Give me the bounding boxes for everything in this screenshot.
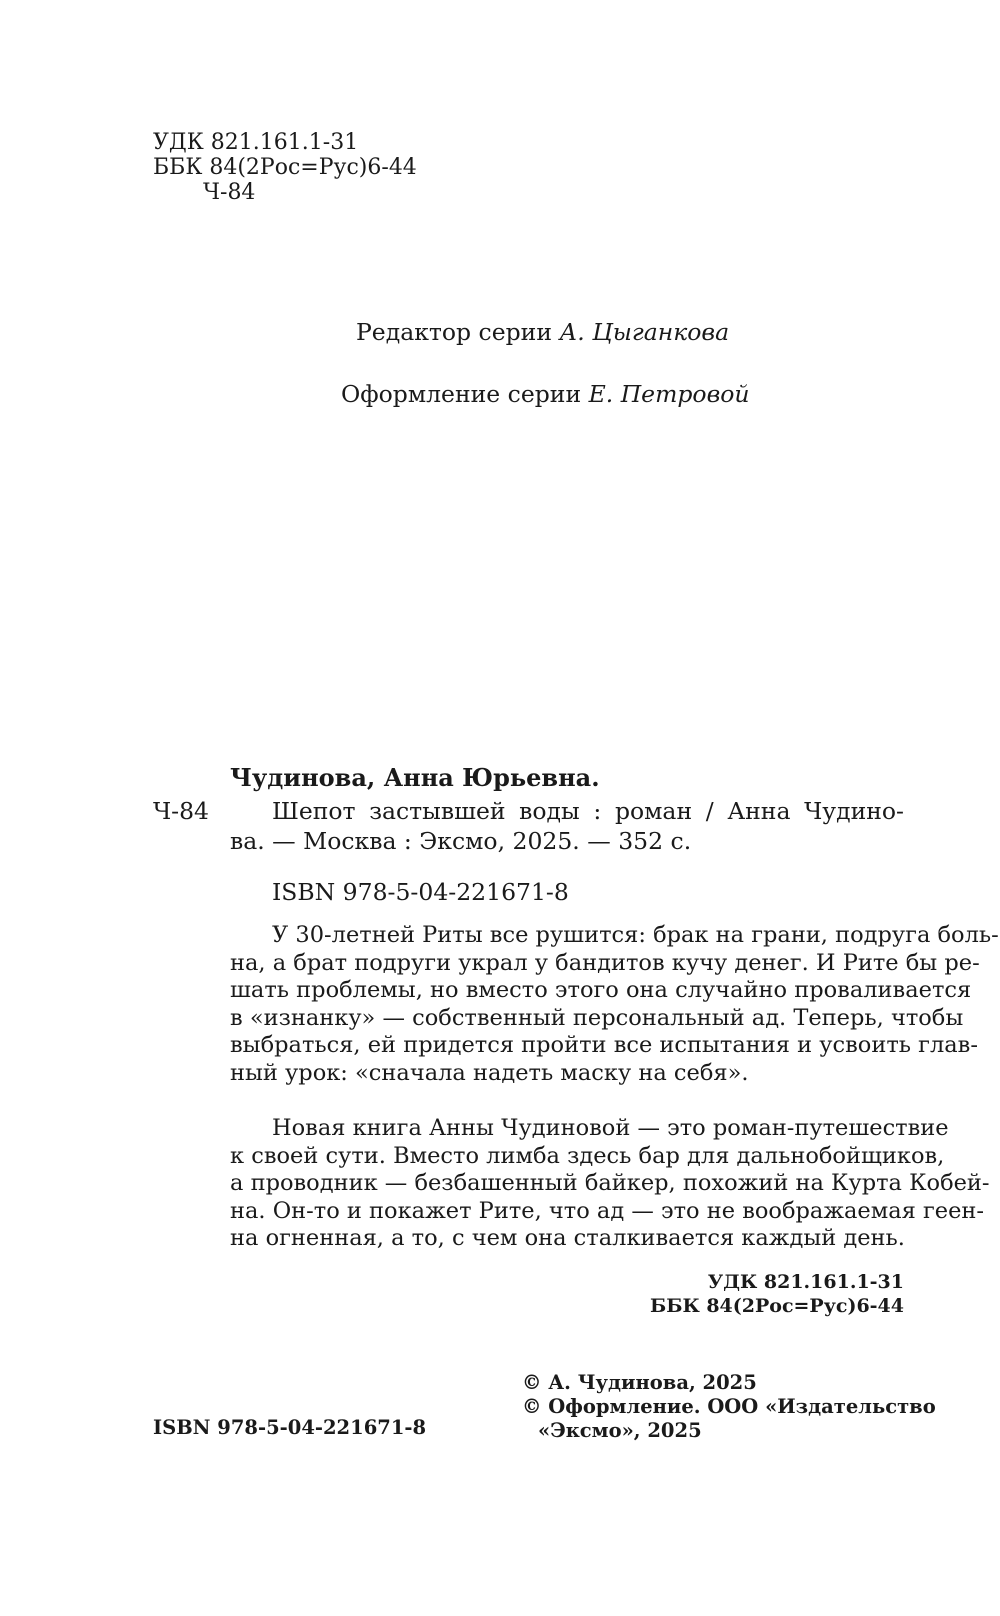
series-editor-name: А. Цыганкова bbox=[559, 318, 730, 346]
series-design-line bbox=[341, 380, 750, 408]
annotation-line: У 30-летней Риты все рушится: брак на грани, подруга боль- bbox=[272, 922, 999, 948]
udk-code-bottom: УДК 821.161.1-31 bbox=[707, 1271, 904, 1293]
annotation-line: к своей сути. Вместо лимба здесь бар для дальнобойщиков, bbox=[230, 1142, 945, 1169]
author-heading: Чудинова, Анна Юрьевна. bbox=[230, 763, 600, 792]
title-line-2: ва. — Москва : Эксмо, 2025. — 352 с. bbox=[230, 827, 692, 855]
isbn-footer: ISBN 978-5-04-221671-8 bbox=[153, 1416, 427, 1439]
title-line-1: Шепот застывшей воды : роман / Анна Чудино- bbox=[272, 797, 904, 825]
series-editor-line bbox=[356, 318, 729, 346]
annotation-line: а проводник — безбашенный байкер, похожий на Курта Кобей- bbox=[230, 1170, 990, 1196]
annotation-line: ный урок: «сначала надеть маску на себя». bbox=[230, 1059, 749, 1086]
annotation-line: на. Он-то и покажет Рите, что ад — это не воображаемая геен- bbox=[230, 1197, 985, 1224]
isbn-record: ISBN 978-5-04-221671-8 bbox=[272, 878, 569, 906]
series-editor-label: Редактор серии bbox=[356, 318, 552, 346]
bbk-code-bottom: ББК 84(2Рос=Рус)6-44 bbox=[649, 1295, 904, 1317]
author-mark-top: Ч-84 bbox=[203, 180, 256, 205]
author-mark-record: Ч-84 bbox=[153, 797, 210, 825]
annotation-line: в «изнанку» — собственный персональный ад. Теперь, чтобы bbox=[230, 1004, 964, 1031]
series-design-label: Оформление серии bbox=[341, 380, 582, 408]
annotation-line: на огненная, а то, с чем она сталкивается каждый день. bbox=[230, 1225, 905, 1251]
udk-code-top: УДК 821.161.1-31 bbox=[153, 130, 359, 155]
annotation-line: Новая книга Анны Чудиновой — это роман-путешествие bbox=[272, 1115, 949, 1141]
annotation-line: выбраться, ей придется пройти все испытания и усвоить глав- bbox=[230, 1032, 978, 1058]
annotation-line: на, а брат подруги украл у бандитов кучу денег. И Рите бы ре- bbox=[230, 949, 980, 976]
bbk-code-top: ББК 84(2Рос=Рус)6-44 bbox=[153, 155, 417, 180]
copyright-design-line-2: «Эксмо», 2025 bbox=[538, 1419, 702, 1442]
series-design-name: Е. Петровой bbox=[588, 380, 750, 408]
copyright-design-line-1: © Оформление. ООО «Издательство bbox=[522, 1395, 936, 1418]
copyright-author: © А. Чудинова, 2025 bbox=[522, 1371, 757, 1394]
annotation-line: шать проблемы, но вместо этого она случайно проваливается bbox=[230, 977, 972, 1003]
